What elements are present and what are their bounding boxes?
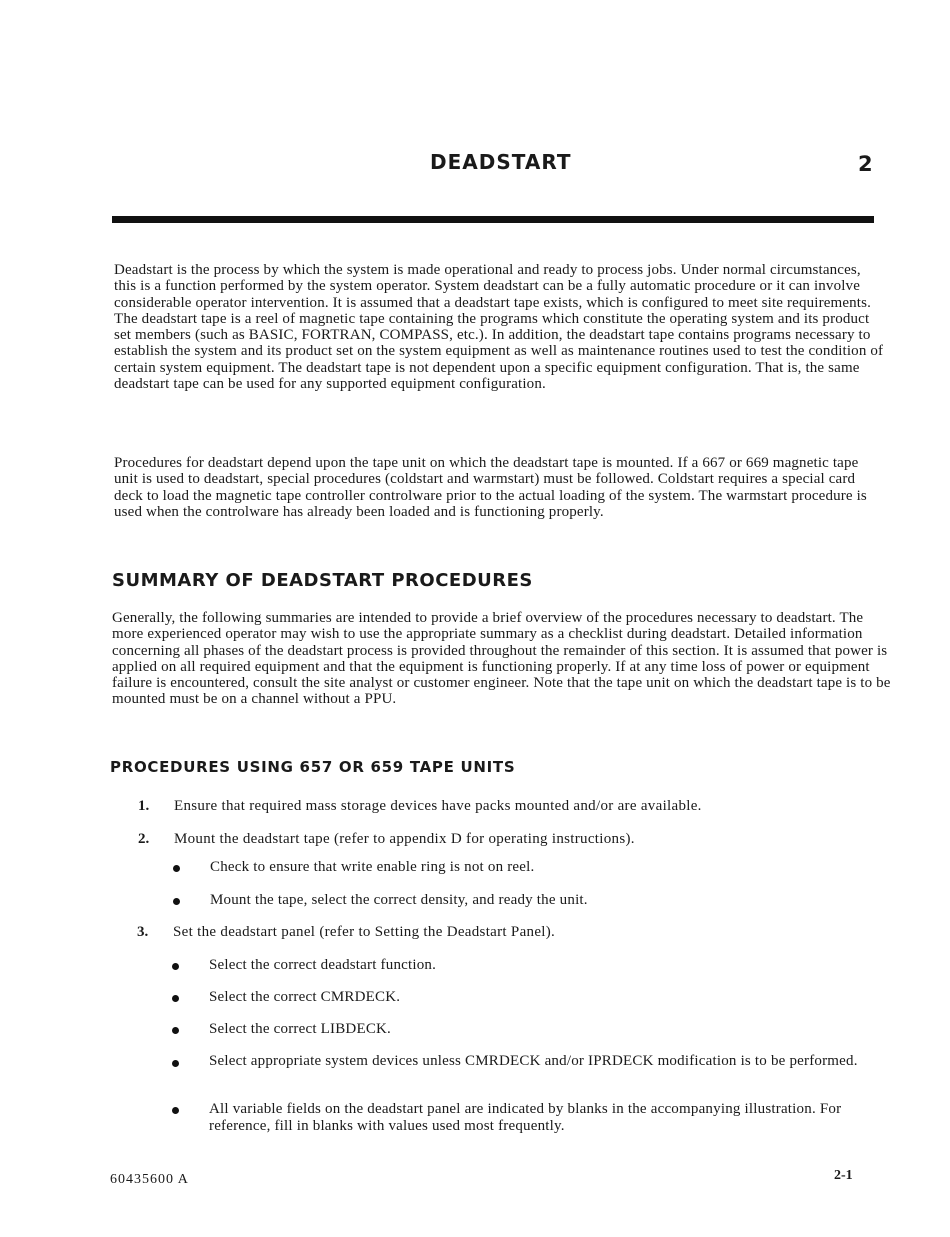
step-number: 1.	[138, 798, 150, 814]
chapter-number: 2	[858, 152, 873, 176]
bullet-item: Select the correct LIBDECK.	[209, 1021, 392, 1037]
bullet-item: All variable fields on the deadstart panel are indicated by blanks in the accompanying illustration. For reference, fill in blanks with values used most frequently.	[209, 1101, 842, 1134]
summary-paragraph: Generally, the following summaries are intended to provide a brief overview of the procedures necessary to deadstart. The more experienced operator may wish to use the appropriate summary as a checklist during deadstart. Detailed information concerning all phases of the deadstart process is provided throughout the remainder of this section. It is assumed that power is applied on all required equipment and that the equipment is functioning properly. If at any time loss of power or equipment failure is encountered, consult the site analyst or customer engineer. Note that the tape unit on which the deadstart tape is to be mounted must be on a channel without a PPU.	[112, 610, 891, 708]
bullet-icon	[172, 1107, 179, 1114]
intro-paragraph-2: Procedures for deadstart depend upon the tape unit on which the deadstart tape is mounted. If a 667 or 669 magnetic tape unit is used to deadstart, special procedures (coldstart and warmstart) must be followed. Coldstart requires a special card deck to load the magnetic tape controller controlware prior to the actual loading of the system. The warmstart procedure is used when the controlware has already been loaded and is functioning properly.	[114, 455, 867, 520]
bullet-icon	[173, 865, 180, 872]
bullet-icon	[172, 1060, 179, 1067]
bullet-icon	[172, 963, 179, 970]
step-number: 2.	[138, 831, 150, 847]
bullet-item: Check to ensure that write enable ring is not on reel.	[210, 859, 535, 875]
chapter-title: DEADSTART	[430, 150, 572, 174]
step-text: Set the deadstart panel (refer to Setting the Deadstart Panel).	[173, 924, 556, 940]
bullet-icon	[173, 898, 180, 905]
bullet-icon	[172, 995, 179, 1002]
step-text: Ensure that required mass storage devices have packs mounted and/or are available.	[174, 798, 702, 814]
section-heading: SUMMARY OF DEADSTART PROCEDURES	[112, 570, 533, 591]
intro-paragraph-1: Deadstart is the process by which the system is made operational and ready to process jobs. Under normal circumstances, this is a function performed by the system operator. System deadstart can be a fully automatic procedure or it can involve considerable operator intervention. It is assumed that a deadstart tape exists, which is configured to meet site requirements. The deadstart tape is a reel of magnetic tape containing the programs which constitute the operating system and its product set members (such as BASIC, FORTRAN, COMPASS, etc.). In addition, the deadstart tape contains programs necessary to establish the system and its product set on the system equipment as well as maintenance routines used to test the condition of certain system equipment. The deadstart tape is not dependent upon a specific equipment configuration. That is, the same deadstart tape can be used for any supported equipment configuration.	[114, 262, 884, 393]
heading-rule	[112, 216, 874, 223]
step-text: Mount the deadstart tape (refer to appendix D for operating instructions).	[174, 831, 635, 847]
bullet-item: Mount the tape, select the correct density, and ready the unit.	[210, 892, 588, 908]
bullet-item: Select the correct deadstart function.	[209, 957, 437, 973]
bullet-icon	[172, 1027, 179, 1034]
bullet-item: Select the correct CMRDECK.	[209, 989, 401, 1005]
subsection-heading: PROCEDURES USING 657 OR 659 TAPE UNITS	[110, 758, 516, 776]
page-number: 2-1	[834, 1168, 853, 1183]
document-number: 60435600 A	[110, 1172, 189, 1187]
step-number: 3.	[137, 924, 149, 940]
bullet-item: Select appropriate system devices unless CMRDECK and/or IPRDECK modification is to be performed.	[209, 1053, 858, 1069]
